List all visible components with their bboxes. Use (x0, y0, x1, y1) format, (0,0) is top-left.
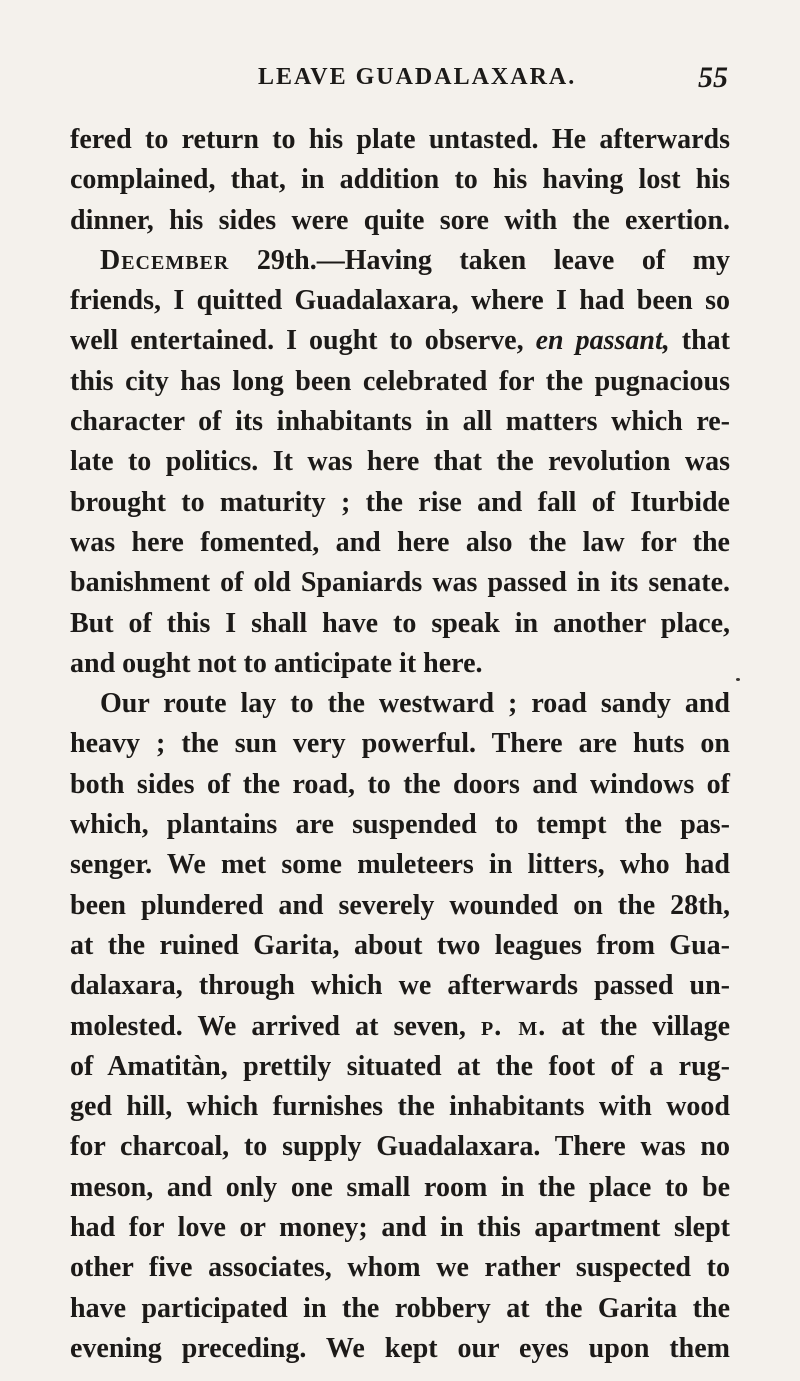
italic-phrase: en passant, (535, 325, 670, 357)
page-number: 55 (698, 61, 728, 94)
text-fragment: well entertained. I ought to observe, (70, 325, 536, 357)
text-line (70, 241, 730, 281)
small-caps-abbrev: p. m. (481, 1010, 547, 1042)
text-line: evening preceding. We kept our eyes upon them (70, 1332, 730, 1364)
ink-speck (736, 678, 740, 681)
text-line: and ought not to anticipate it here. (70, 647, 483, 679)
text-fragment: that (669, 325, 730, 357)
text-line: banishment of old Spaniards was passed in its senate. (70, 567, 730, 599)
text-line: character of its inhabitants in all matters which re- (70, 406, 730, 438)
text-line: complained, that, in addition to his having lost his (70, 164, 730, 196)
text-line: senger. We met some muleteers in litters, who had (70, 849, 730, 881)
text-line: dalaxara, through which we afterwards passed un- (70, 970, 730, 1002)
text-line: meson, and only one small room in the place to be (70, 1171, 730, 1203)
running-head: LEAVE GUADALAXARA. (258, 64, 577, 90)
text-line: fered to return to his plate untasted. He afterwards (70, 124, 730, 155)
text-line: for charcoal, to supply Guadalaxara. There was no (70, 1131, 730, 1163)
text-line: late to politics. It was here that the revolution was (70, 446, 730, 478)
text-line: both sides of the road, to the doors and windows of (70, 768, 730, 800)
text-line (70, 1007, 730, 1047)
text-line: this city has long been celebrated for the pugnacious (70, 365, 730, 397)
text-fragment: 29th.—Having taken leave of my (229, 244, 730, 276)
text-line: which, plantains are suspended to tempt the pas- (70, 809, 730, 841)
text-line: have participated in the robbery at the Garita the (70, 1292, 730, 1324)
text-line: other five associates, whom we rather suspected to (70, 1252, 730, 1284)
text-line: heavy ; the sun very powerful. There are huts on (70, 728, 730, 760)
text-line: Our route lay to the westward ; road sandy and (100, 688, 730, 720)
text-line: at the ruined Garita, about two leagues from Gua- (70, 929, 730, 961)
page-header (258, 61, 728, 104)
text-fragment: molested. We arrived at seven, (70, 1010, 482, 1042)
body-text (70, 120, 730, 1369)
text-line (70, 321, 730, 361)
text-line: had for love or money; and in this apartment slept (70, 1212, 730, 1244)
text-line: been plundered and severely wounded on the 28th, (70, 889, 730, 921)
text-line: But of this I shall have to speak in another place, (70, 607, 730, 639)
text-fragment: at the village (546, 1010, 731, 1042)
date-small-caps: December (100, 244, 230, 276)
text-line: brought to maturity ; the rise and fall of Iturbide (70, 486, 730, 518)
text-line: friends, I quitted Guadalaxara, where I had been so (70, 285, 730, 317)
text-line: was here fomented, and here also the law for the (70, 526, 730, 558)
text-line: of Amatitàn, prettily situated at the foot of a rug- (70, 1050, 730, 1082)
text-line: dinner, his sides were quite sore with the exertion. (70, 204, 730, 236)
text-line: ged hill, which furnishes the inhabitants with wood (70, 1091, 730, 1123)
